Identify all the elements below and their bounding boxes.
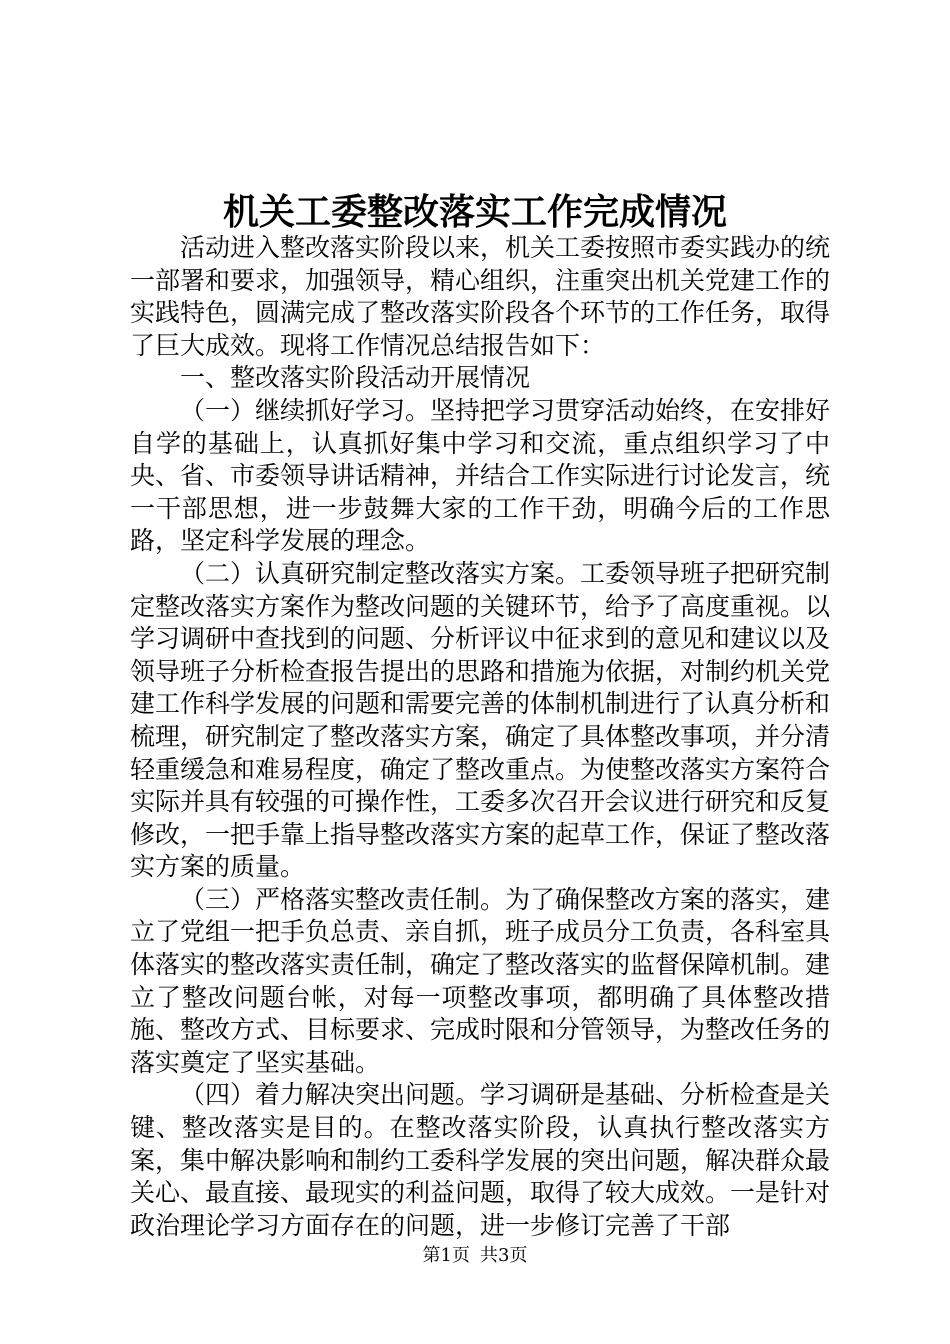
paragraph-plan: （二）认真研究制定整改落实方案。工委领导班子把研究制定整改落实方案作为整改问题的关键环节，给予了高度重视。以学习调研中查找到的问题、分析评议中征求到的意见和建议以及领导班子分析检查报告提出的思路和措施为依据，对制约机关党建工作科学发展的问题和需要完善的体制机制进行了认真分析和梳理，研究制定了整改落实方案，确定了具体整改事项，并分清轻重缓急和难易程度，确定了整改重点。为使整改落实方案符合实际并具有较强的可操作性，工委多次召开会议进行研究和反复修改，一把手靠上指导整改落实方案的起草工作，保证了整改落实方案的质量。 (130, 558, 831, 882)
document-title: 机关工委整改落实工作完成情况 (222, 191, 727, 233)
page-number: 第1页 (422, 1245, 470, 1266)
paragraph-problems: （四）着力解决突出问题。学习调研是基础、分析检查是关键、整改落实是目的。在整改落实阶段，认真执行整改落实方案，集中解决影响和制约工委科学发展的突出问题，解决群众最关心、最直接、最现实的利益问题，取得了较大成效。一是针对政治理论学习方面存在的问题，进一步修订完善了干部 (130, 1080, 831, 1240)
paragraph-responsibility: （三）严格落实整改责任制。为了确保整改方案的落实，建立了党组一把手负总责、亲自抓，班子成员分工负责，各科室具体落实的整改落实责任制，确定了整改落实的监督保障机制。建立了整改问题台帐，对每一项整改事项，都明确了具体整改措施、整改方式、目标要求、完成时限和分管领导，为整改任务的落实奠定了坚实基础。 (130, 884, 831, 1077)
page-footer (0, 1244, 950, 1268)
intro-paragraph: 活动进入整改落实阶段以来，机关工委按照市委实践办的统一部署和要求，加强领导，精心组织，注重突出机关党建工作的实践特色，圆满完成了整改落实阶段各个环节的工作任务，取得了巨大成效。现将工作情况总结报告如下： (130, 233, 831, 360)
document-body (130, 232, 830, 1242)
paragraph-study: （一）继续抓好学习。坚持把学习贯穿活动始终，在安排好自学的基础上，认真抓好集中学习和交流，重点组织学习了中央、省、市委领导讲话精神，并结合工作实际进行讨论发言，统一干部思想，进一步鼓舞大家的工作干劲，明确今后的工作思路，坚定科学发展的理念。 (130, 395, 831, 556)
section-heading-1: 一、整改落实阶段活动开展情况 (180, 363, 531, 393)
page-total: 共3页 (480, 1245, 528, 1266)
